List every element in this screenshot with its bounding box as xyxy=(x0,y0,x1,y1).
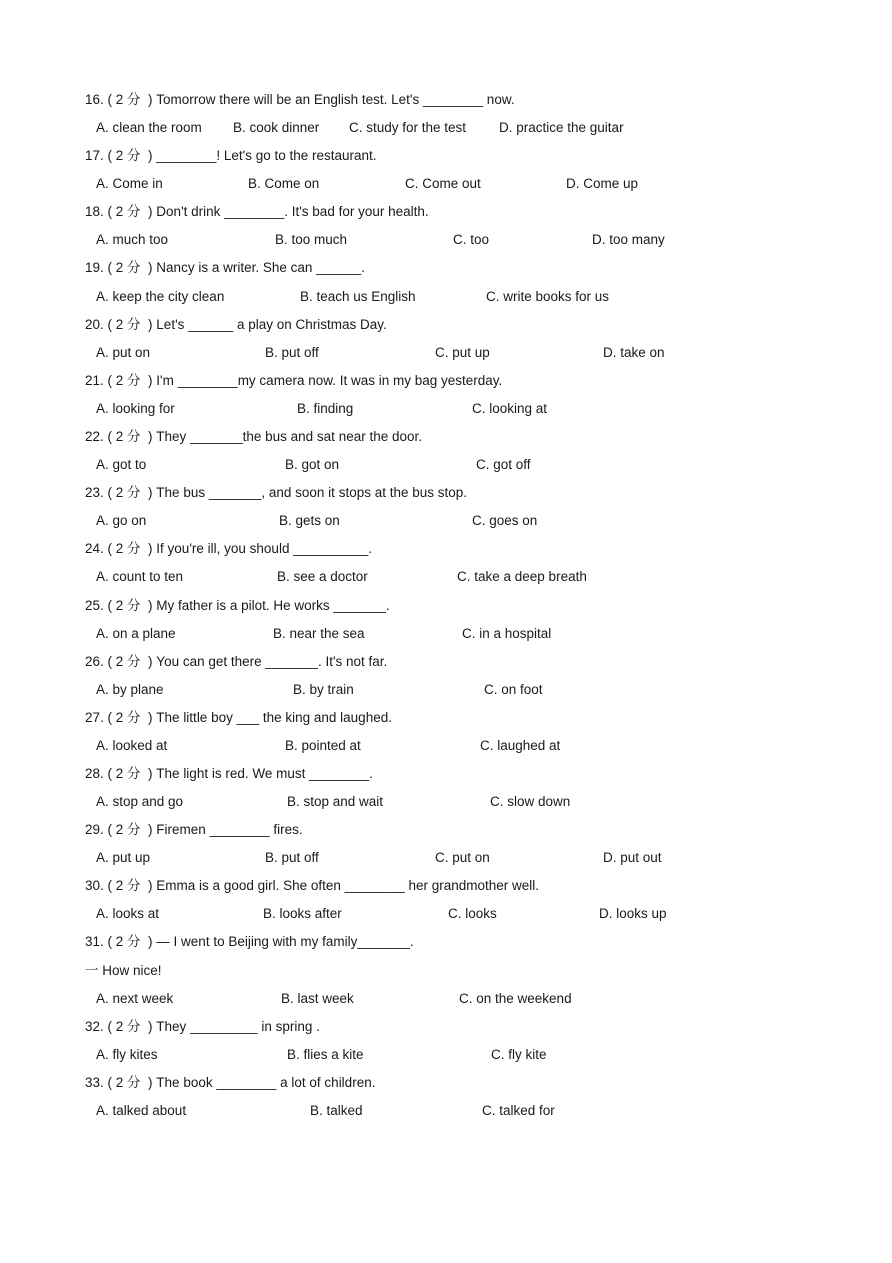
answer-option: A. go on xyxy=(96,513,147,528)
answer-option: B. last week xyxy=(281,991,354,1006)
question-text: ( 2 分 ) You can get there _______. It's not far. xyxy=(107,654,388,669)
question-text: ( 2 分 ) Nancy is a writer. She can ______. xyxy=(107,260,365,275)
answer-option: B. by train xyxy=(293,682,354,697)
answer-option: A. talked about xyxy=(96,1103,187,1118)
answer-option: D. too many xyxy=(592,232,665,247)
question-number: 21. xyxy=(85,373,104,388)
question-stem xyxy=(85,933,414,951)
answer-option: D. practice the guitar xyxy=(499,120,624,135)
question-number: 20. xyxy=(85,317,104,332)
question-text: ( 2 分 ) — I went to Beijing with my family_______. xyxy=(107,934,414,949)
answer-option: A. Come in xyxy=(96,176,163,191)
answer-option: C. on foot xyxy=(484,682,543,697)
question-text: ( 2 分 ) Don't drink ________. It's bad for your health. xyxy=(107,204,429,219)
answer-option: D. put out xyxy=(603,850,662,865)
question-number: 25. xyxy=(85,598,104,613)
answer-option: D. take on xyxy=(603,345,665,360)
question-text: ( 2 分 ) The book ________ a lot of children. xyxy=(107,1075,376,1090)
answer-option: C. study for the test xyxy=(349,120,467,135)
answer-option: B. put off xyxy=(265,850,319,865)
answer-option: C. looking at xyxy=(472,401,548,416)
answer-option: B. finding xyxy=(297,401,354,416)
answer-option: C. take a deep breath xyxy=(457,569,587,584)
answer-option: C. got off xyxy=(476,457,531,472)
question-text: ( 2 分 ) Tomorrow there will be an English test. Let's ________ now. xyxy=(107,92,515,107)
question-number: 30. xyxy=(85,878,104,893)
answer-option: A. keep the city clean xyxy=(96,289,225,304)
question-number: 23. xyxy=(85,485,104,500)
question-text: ( 2 分 ) My father is a pilot. He works _______. xyxy=(107,598,390,613)
answer-option: A. looking for xyxy=(96,401,175,416)
answer-option: C. too xyxy=(453,232,490,247)
answer-option: C. Come out xyxy=(405,176,481,191)
question-text: ( 2 分 ) I'm ________my camera now. It was in my bag yesterday. xyxy=(107,373,503,388)
answer-option: C. goes on xyxy=(472,513,538,528)
question-text: ( 2 分 ) The light is red. We must ________. xyxy=(107,766,373,781)
answer-option: A. count to ten xyxy=(96,569,184,584)
answer-option: C. put on xyxy=(435,850,490,865)
question-stem xyxy=(85,91,515,109)
answer-option: B. looks after xyxy=(263,906,342,921)
question-number: 33. xyxy=(85,1075,104,1090)
answer-option: A. put up xyxy=(96,850,151,865)
answer-option: A. much too xyxy=(96,232,169,247)
answer-option: A. next week xyxy=(96,991,174,1006)
answer-option: B. too much xyxy=(275,232,348,247)
question-stem xyxy=(85,597,390,615)
question-number: 17. xyxy=(85,148,104,163)
answer-option: B. near the sea xyxy=(273,626,365,641)
question-stem xyxy=(85,259,365,277)
question-stem xyxy=(85,484,467,502)
answer-option: C. in a hospital xyxy=(462,626,552,641)
answer-option: A. looks at xyxy=(96,906,160,921)
question-number: 18. xyxy=(85,204,104,219)
dialogue-reply: 一 How nice! xyxy=(85,963,162,978)
answer-option: A. stop and go xyxy=(96,794,184,809)
question-text: ( 2 分 ) They _______the bus and sat near the door. xyxy=(107,429,423,444)
question-stem xyxy=(85,821,303,839)
question-stem xyxy=(85,428,422,446)
question-number: 16. xyxy=(85,92,104,107)
question-stem xyxy=(85,147,377,165)
answer-option: B. pointed at xyxy=(285,738,361,753)
question-stem xyxy=(85,709,392,727)
answer-option: B. teach us English xyxy=(300,289,416,304)
answer-option: C. looks xyxy=(448,906,497,921)
answer-option: C. put up xyxy=(435,345,490,360)
question-number: 22. xyxy=(85,429,104,444)
question-number: 32. xyxy=(85,1019,104,1034)
question-text: ( 2 分 ) ________! Let's go to the restaurant. xyxy=(107,148,377,163)
answer-option: B. cook dinner xyxy=(233,120,320,135)
question-stem xyxy=(85,653,387,671)
question-stem xyxy=(85,765,373,783)
answer-option: A. fly kites xyxy=(96,1047,158,1062)
question-text: ( 2 分 ) The little boy ___ the king and laughed. xyxy=(107,710,392,725)
answer-option: A. looked at xyxy=(96,738,168,753)
answer-option: A. on a plane xyxy=(96,626,176,641)
question-number: 28. xyxy=(85,766,104,781)
answer-option: D. looks up xyxy=(599,906,667,921)
answer-option: B. put off xyxy=(265,345,319,360)
question-number: 31. xyxy=(85,934,104,949)
question-stem xyxy=(85,877,539,895)
answer-option: C. laughed at xyxy=(480,738,561,753)
answer-option: B. stop and wait xyxy=(287,794,384,809)
question-text: ( 2 分 ) The bus _______, and soon it stops at the bus stop. xyxy=(107,485,468,500)
question-stem xyxy=(85,316,387,334)
question-stem xyxy=(85,203,429,221)
answer-option: B. got on xyxy=(285,457,340,472)
answer-option: C. fly kite xyxy=(491,1047,547,1062)
answer-option: C. write books for us xyxy=(486,289,610,304)
answer-option: A. by plane xyxy=(96,682,164,697)
answer-option: A. got to xyxy=(96,457,147,472)
question-number: 19. xyxy=(85,260,104,275)
question-number: 29. xyxy=(85,822,104,837)
answer-option: B. see a doctor xyxy=(277,569,368,584)
answer-option: A. put on xyxy=(96,345,151,360)
answer-option: B. Come on xyxy=(248,176,320,191)
question-stem xyxy=(85,372,502,390)
answer-option: C. talked for xyxy=(482,1103,555,1118)
question-stem xyxy=(85,1074,375,1092)
answer-option: D. Come up xyxy=(566,176,639,191)
question-text: ( 2 分 ) They _________ in spring . xyxy=(107,1019,320,1034)
question-text: ( 2 分 ) Let's ______ a play on Christmas Day. xyxy=(107,317,387,332)
question-stem xyxy=(85,540,372,558)
question-text: ( 2 分 ) Emma is a good girl. She often ________ her grandmother well. xyxy=(107,878,540,893)
question-stem xyxy=(85,1018,320,1036)
question-text: ( 2 分 ) Firemen ________ fires. xyxy=(107,822,303,837)
answer-option: B. flies a kite xyxy=(287,1047,364,1062)
answer-option: B. talked xyxy=(310,1103,363,1118)
question-number: 26. xyxy=(85,654,104,669)
answer-option: C. slow down xyxy=(490,794,571,809)
answer-option: B. gets on xyxy=(279,513,340,528)
question-number: 27. xyxy=(85,710,104,725)
answer-option: A. clean the room xyxy=(96,120,202,135)
question-text: ( 2 分 ) If you're ill, you should __________. xyxy=(107,541,373,556)
answer-option: C. on the weekend xyxy=(459,991,572,1006)
question-number: 24. xyxy=(85,541,104,556)
